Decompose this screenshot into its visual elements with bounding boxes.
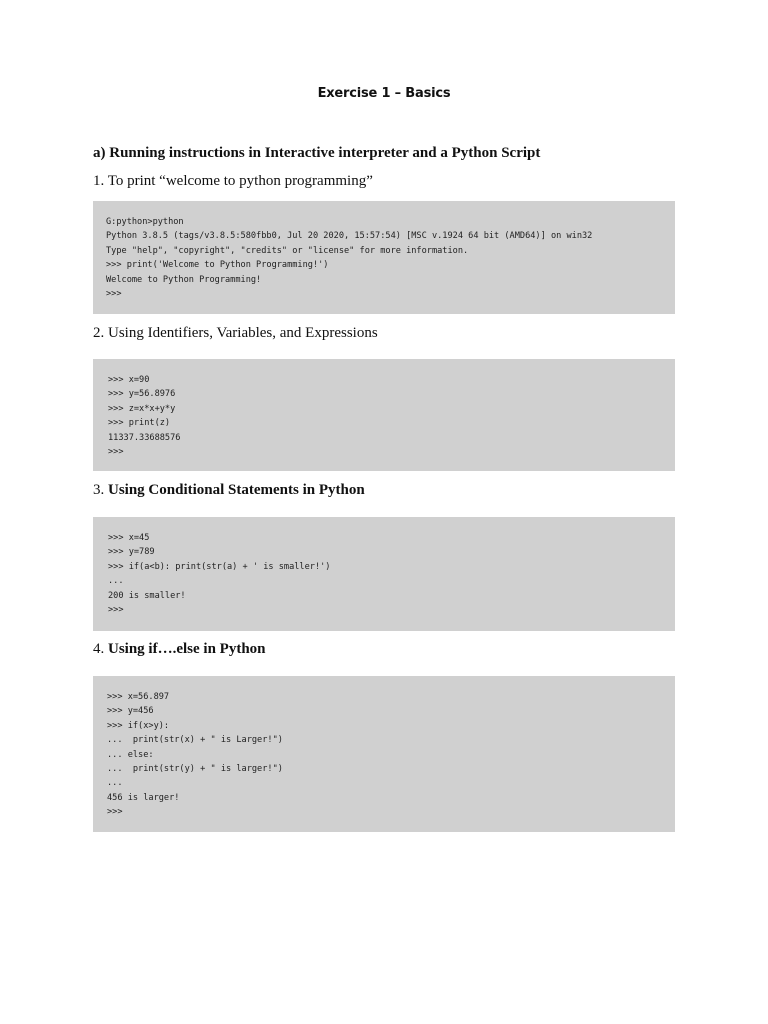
code-line: >>> if(x>y): [107, 720, 170, 731]
item-2-number: 2. [93, 325, 105, 341]
code-line: >>> x=45 [108, 533, 150, 543]
code-line: >>> x=56.897 [107, 692, 170, 702]
code-line: ... print(str(y) + " is larger!") [107, 763, 283, 774]
section-a-heading: a) Running instructions in Interactive interpreter and a Python Script [93, 145, 541, 161]
code-line: ... else: [107, 749, 154, 760]
code-line: Welcome to Python Programming! [106, 274, 262, 285]
code-line: ... [108, 576, 124, 587]
code-line: >>> if(a<b): print(str(a) + ' is smaller!') [108, 561, 331, 572]
code-line: >>> print(z) [108, 418, 171, 429]
code-line: 456 is larger! [107, 792, 180, 803]
code-line: 11337.33688576 [108, 432, 181, 443]
item-4-label: Using if….else in Python [108, 641, 266, 657]
code-line: Type "help", "copyright", "credits" or "license" for more information. [106, 245, 469, 256]
code-line: 200 is smaller! [108, 590, 186, 601]
item-2-heading [93, 325, 378, 342]
code-line: >>> x=90 [108, 375, 150, 385]
code-block-3 [93, 517, 675, 631]
code-line: >>> [106, 288, 122, 299]
item-4-heading [93, 641, 266, 658]
item-3-label: Using Conditional Statements in Python [108, 482, 365, 498]
code-line: >>> y=456 [107, 706, 154, 717]
code-line: >>> z=x*x+y*y [108, 403, 176, 414]
item-1-label: To print “welcome to python programming” [107, 173, 373, 189]
item-2-label: Using Identifiers, Variables, and Expressions [108, 325, 378, 341]
code-block-1 [93, 201, 675, 314]
item-1-heading [93, 173, 373, 190]
code-block-4 [93, 676, 675, 832]
code-line: Python 3.8.5 (tags/v3.8.5:580fbb0, Jul 20 2020, 15:57:54) [MSC v.1924 64 bit (AMD64)] on win32 [106, 231, 593, 242]
code-line: ... print(str(x) + " is Larger!") [107, 735, 283, 746]
code-line: >>> y=789 [108, 547, 155, 558]
item-3-heading [93, 482, 365, 499]
code-line: G:python>python [106, 217, 184, 227]
item-1-number: 1. [93, 173, 105, 189]
code-line: >>> [108, 604, 124, 615]
code-block-2 [93, 359, 675, 471]
item-4-number: 4. [93, 641, 105, 657]
page-title: Exercise 1 – Basics [317, 86, 451, 101]
code-line: >>> [108, 446, 124, 457]
code-line: ... [107, 778, 123, 789]
code-line: >>> [107, 807, 123, 818]
item-3-number: 3. [93, 482, 105, 498]
code-line: >>> print('Welcome to Python Programming!') [106, 260, 329, 271]
code-line: >>> y=56.8976 [108, 389, 176, 400]
